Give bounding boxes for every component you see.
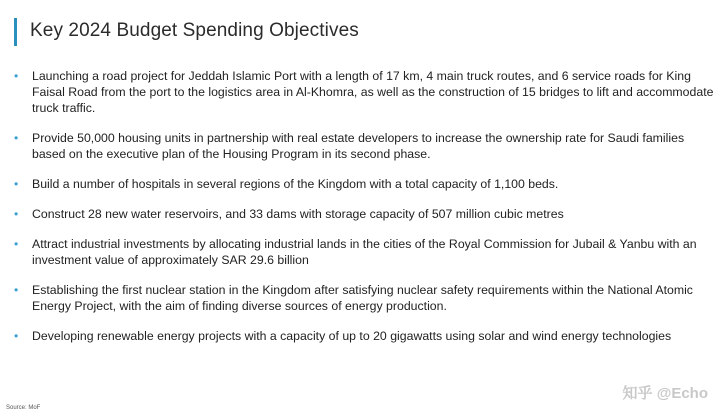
objective-text: Build a number of hospitals in several regions of the Kingdom with a total capacity of 1,100 beds. <box>32 177 559 191</box>
page-title: Key 2024 Budget Spending Objectives <box>30 20 359 41</box>
list-item <box>14 328 714 344</box>
title-accent-bar <box>14 18 17 46</box>
list-item <box>14 68 714 116</box>
objective-text: Provide 50,000 housing units in partnership with real estate developers to increase the ownership rate for Saudi families based on the executive plan of the Housing Program in its second phase. <box>32 131 685 161</box>
list-item <box>14 130 714 162</box>
objective-text: Launching a road project for Jeddah Islamic Port with a length of 17 km, 4 main truck routes, and 6 service roads for King Faisal Road from the port to the logistics area in Al-Khomra, as well as the construction of 15 bridges to lift and accommodate truck traffic. <box>32 69 714 115</box>
bullet-icon: • <box>14 131 19 145</box>
objective-text: Construct 28 new water reservoirs, and 33 dams with storage capacity of 507 million cubic metres <box>32 207 564 221</box>
bullet-icon: • <box>14 283 19 297</box>
objective-text: Developing renewable energy projects with a capacity of up to 20 gigawatts using solar and wind energy technologies <box>32 329 672 343</box>
source-note: Source: MoF <box>6 405 41 411</box>
bullet-icon: • <box>14 207 19 221</box>
objective-text: Attract industrial investments by allocating industrial lands in the cities of the Royal Commission for Jubail & Yanbu with an investment value of approximately SAR 29.6 billion <box>32 237 697 267</box>
list-item <box>14 282 714 314</box>
bullet-icon: • <box>14 329 19 343</box>
list-item <box>14 236 714 268</box>
bullet-icon: • <box>14 177 19 191</box>
watermark: 知乎 @Echo <box>622 385 708 402</box>
list-item <box>14 176 714 192</box>
objectives-list <box>14 68 714 344</box>
objective-text: Establishing the first nuclear station in the Kingdom after satisfying nuclear safety requirements within the National Atomic Energy Project, with the aim of finding diverse sources of energy production. <box>32 283 693 313</box>
bullet-icon: • <box>14 69 19 83</box>
list-item <box>14 206 714 222</box>
bullet-icon: • <box>14 237 19 251</box>
